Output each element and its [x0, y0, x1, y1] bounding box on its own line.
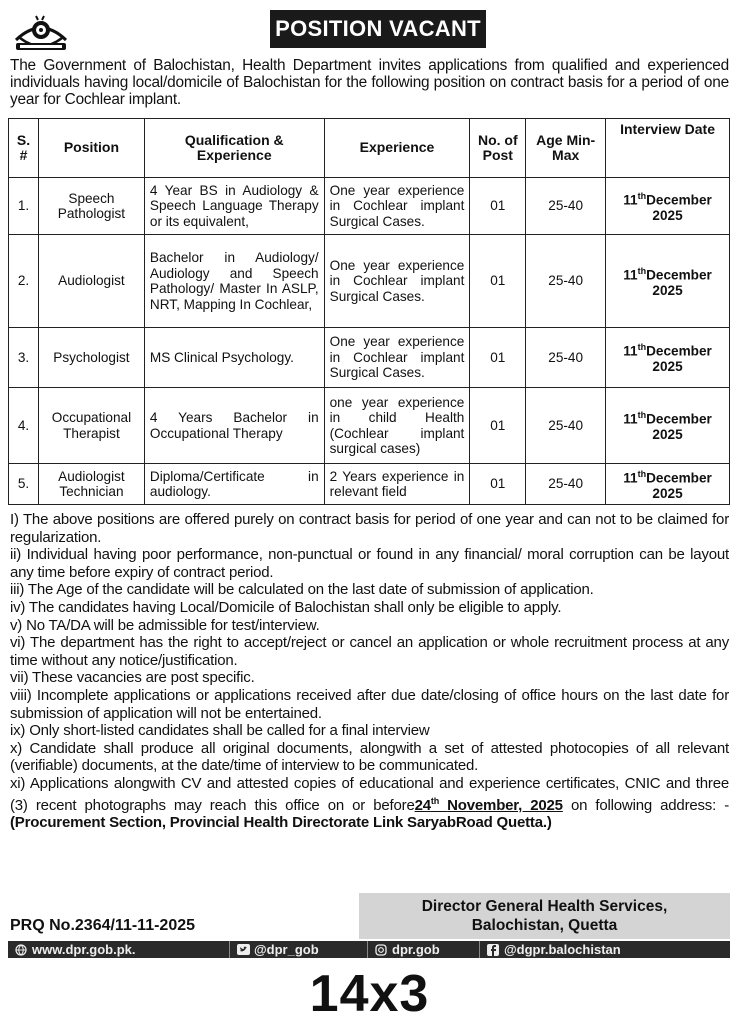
address: (Procurement Section, Provincial Health Directorate Link SaryabRoad Quetta.) [10, 814, 552, 832]
row-experience: One year experience in Cochlear implant Surgical Cases. [324, 328, 470, 388]
row-sno: 1. [9, 178, 39, 235]
director-location: Balochistan, Quetta [471, 917, 618, 934]
globe-icon [14, 944, 28, 956]
row-sno: 5. [9, 464, 39, 505]
row-experience: 2 Years experience in relevant field [324, 464, 470, 505]
row-sno: 3. [9, 328, 39, 388]
footer-twitter[interactable]: @dpr_gob [230, 941, 368, 958]
deadline-date: 24th November, 2025 [414, 795, 563, 814]
row-position: Audiologist Technician [38, 464, 144, 505]
row-sno: 2. [9, 235, 39, 328]
prq-number: PRQ No.2364/11-11-2025 [10, 917, 196, 934]
row-qualification: MS Clinical Psychology. [144, 328, 324, 388]
row-qualification: Diploma/Certificate in audiology. [144, 464, 324, 505]
instagram-icon [374, 944, 388, 956]
director-signature-block [359, 893, 730, 939]
row-interview-date: 11thDecember 2025 [606, 178, 730, 235]
row-position: Speech Pathologist [38, 178, 144, 235]
term-item: vi) The department has the right to accept/reject or cancel an application or whole recruitment process at any time without any notice/justification. [10, 634, 729, 669]
term-item: vii) These vacancies are post specific. [10, 669, 255, 687]
row-age: 25-40 [526, 178, 606, 235]
row-posts: 01 [470, 235, 526, 328]
row-age: 25-40 [526, 235, 606, 328]
footer-website[interactable]: www.dpr.gob.pk. [8, 941, 230, 958]
term-item: iv) The candidates having Local/Domicile of Balochistan shall only be eligible to apply. [10, 598, 562, 616]
row-experience: One year experience in Cochlear implant Surgical Cases. [324, 178, 470, 235]
row-interview-date: 11thDecember 2025 [606, 328, 730, 388]
row-qualification: 4 Years Bachelor in Occupational Therapy [144, 388, 324, 464]
director-title: Director General Health Services, [421, 898, 668, 915]
table-row [9, 464, 730, 505]
twitter-icon [236, 944, 250, 956]
table-row [9, 328, 730, 388]
header [8, 8, 731, 56]
col-sno: S. # [9, 119, 39, 178]
row-interview-date: 11thDecember 2025 [606, 464, 730, 505]
row-qualification: 4 Year BS in Audiology & Speech Language Therapy or its equivalent, [144, 178, 324, 235]
table-row [9, 235, 730, 328]
term-item-last: xi) Applications alongwith CV and attested copies of educational and experience certificates, CNIC and three (3) recent photographs may reach this office on or before24th November, 2025 on following address: - (Procurement Section, Provincial Health Directorate Link SaryabRoad Quetta.) [10, 774, 730, 832]
col-interview: Interview Date [606, 119, 730, 178]
positions-table [8, 118, 730, 505]
balochistan-emblem-icon [10, 10, 72, 58]
footer-facebook[interactable]: @dgpr.balochistan [480, 941, 627, 958]
term-item: ix) Only short-listed candidates shall be called for a final interview [10, 722, 430, 740]
row-interview-date: 11thDecember 2025 [606, 388, 730, 464]
row-posts: 01 [470, 178, 526, 235]
col-experience: Experience [324, 119, 470, 178]
row-sno: 4. [9, 388, 39, 464]
facebook-icon [486, 944, 500, 956]
term-item: ii) Individual having poor performance, non-punctual or found in any financial/ moral corruption can be layout any time before expiry of contract period. [10, 546, 729, 581]
ad-size-label: 14x3 [309, 965, 430, 1023]
table-row [9, 388, 730, 464]
row-position: Psychologist [38, 328, 144, 388]
row-age: 25-40 [526, 328, 606, 388]
table-header-row [9, 119, 730, 178]
row-posts: 01 [470, 464, 526, 505]
term-item: v) No TA/DA will be admissible for test/interview. [10, 616, 320, 634]
row-experience: one year experience in child Health (Cochlear implant surgical cases) [324, 388, 470, 464]
row-qualification: Bachelor in Audiology/ Audiology and Speech Pathology/ Master In ASLP, NRT, Mapping In Cochlear, [144, 235, 324, 328]
col-age: Age Min-Max [526, 119, 606, 178]
row-age: 25-40 [526, 388, 606, 464]
col-posts: No. of Post [470, 119, 526, 178]
footer-bar [8, 941, 730, 958]
term-item: I) The above positions are offered purely on contract basis for period of one year and can not to be claimed for regularization. [10, 511, 729, 546]
intro-paragraph: The Government of Balochistan, Health Department invites applications from qualified and experienced individuals having local/domicile of Balochistan for the following position on contract basis for a period of one year for Cochlear implant. [10, 57, 729, 108]
row-position: Audiologist [38, 235, 144, 328]
row-posts: 01 [470, 388, 526, 464]
col-position: Position [38, 119, 144, 178]
row-interview-date: 11thDecember 2025 [606, 235, 730, 328]
term-item: iii) The Age of the candidate will be calculated on the last date of submission of application. [10, 581, 594, 599]
row-experience: One year experience in Cochlear implant Surgical Cases. [324, 235, 470, 328]
page-title: POSITION VACANT [270, 10, 486, 48]
term-item: viii) Incomplete applications or applications received after due date/closing of office hours on the last date for submission of application will not be entertained. [10, 686, 729, 722]
row-posts: 01 [470, 328, 526, 388]
row-position: Occupational Therapist [38, 388, 144, 464]
terms-list [10, 511, 729, 832]
row-age: 25-40 [526, 464, 606, 505]
term-item: x) Candidate shall produce all original documents, alongwith a set of attested photocopies of all relevant (verifiable) documents, at the date/time of interview to be communicated. [10, 739, 729, 775]
footer-instagram[interactable]: dpr.gob [368, 941, 480, 958]
table-row [9, 178, 730, 235]
col-qualification: Qualification & Experience [144, 119, 324, 178]
